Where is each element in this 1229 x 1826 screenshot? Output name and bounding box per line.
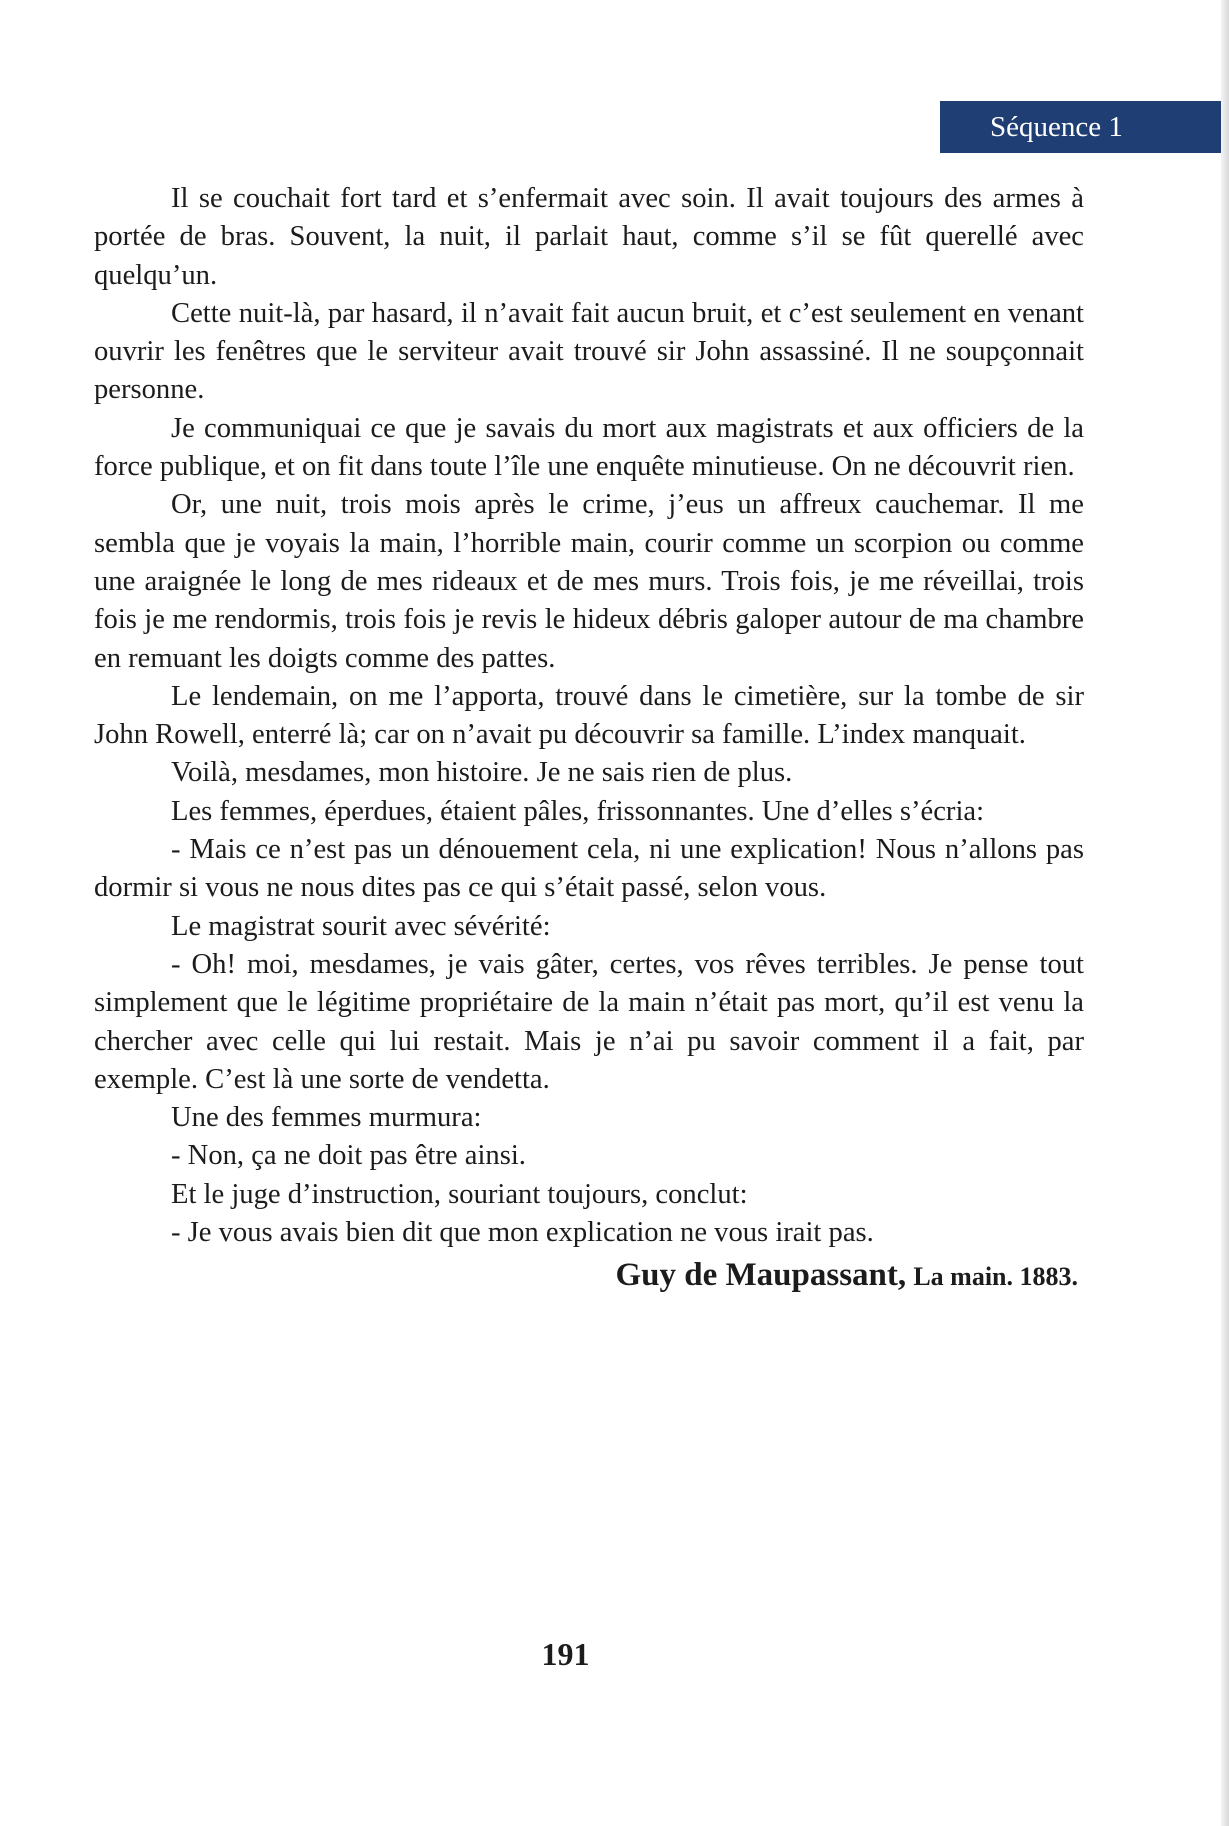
paragraph: Il se couchait fort tard et s’enfermait avec soin. Il avait toujours des armes à portée de bras. Souvent, la nuit, il parlait haut, comme s’il se fût querellé avec quelqu’un. [94,183,1084,291]
paragraph: Or, une nuit, trois mois après le crime, j’eus un affreux cauchemar. Il me sembla que je voyais la main, l’horrible main, courir comme un scorpion ou comme une araignée le long de mes rideaux et de mes murs. Trois fois, je me réveillai, trois fois je me rendormis, trois fois je revis le hideux débris galoper autour de ma chambre en remuant les doigts comme des pattes. [94,489,1084,674]
page-number: 191 [541,1636,590,1672]
dialogue-line: - Je vous avais bien dit que mon explication ne vous irait pas. [171,1217,874,1249]
dialogue-line: - Mais ce n’est pas un dénouement cela, ni une explication! Nous n’allons pas dormir si vous ne nous dites pas ce qui s’était passé, selon vous. [94,834,1084,904]
page-edge [1221,0,1229,1826]
paragraph: Une des femmes murmura: [171,1102,482,1134]
story-text [94,180,1084,1297]
author-name: Guy de Maupassant, [615,1257,907,1294]
dialogue-line: - Oh! moi, mesdames, je vais gâter, certes, vos rêves terribles. Je pense tout simplement que le légitime propriétaire de la main n’était pas mort, qu’il est venu la chercher avec celle qui lui restait. Mais je n’ai pu savoir comment il a fait, par exemple. C’est là une sorte de vendetta. [94,948,1084,1095]
attribution [94,1256,1084,1296]
sequence-tab [940,101,1221,153]
paragraph: Les femmes, éperdues, étaient pâles, frissonnantes. Une d’elles s’écria: [171,795,985,827]
paragraph: Je communiquai ce que je savais du mort aux magistrats et aux officiers de la force publique, et on fit dans toute l’île une enquête minutieuse. On ne découvrit rien. [94,412,1084,483]
paragraph: Voilà, mesdames, mon histoire. Je ne sais rien de plus. [171,757,793,789]
paragraph: Le lendemain, on me l’apporta, trouvé dans le cimetière, sur la tombe de sir John Rowell, enterré là; car on n’avait pu découvrir sa famille. L’index manquait. [94,680,1084,751]
work-title: La main. 1883. [913,1262,1078,1292]
paragraph: Cette nuit-là, par hasard, il n’avait fait aucun bruit, et c’est seulement en venant ouvrir les fenêtres que le serviteur avait trouvé sir John assassiné. Il ne soupçonnait personne. [94,297,1084,406]
sequence-label: Séquence 1 [990,111,1123,143]
dialogue-line: - Non, ça ne doit pas être ainsi. [171,1140,526,1172]
paragraph: Et le juge d’instruction, souriant toujours, conclut: [171,1178,748,1210]
paragraph: Le magistrat sourit avec sévérité: [171,910,551,942]
